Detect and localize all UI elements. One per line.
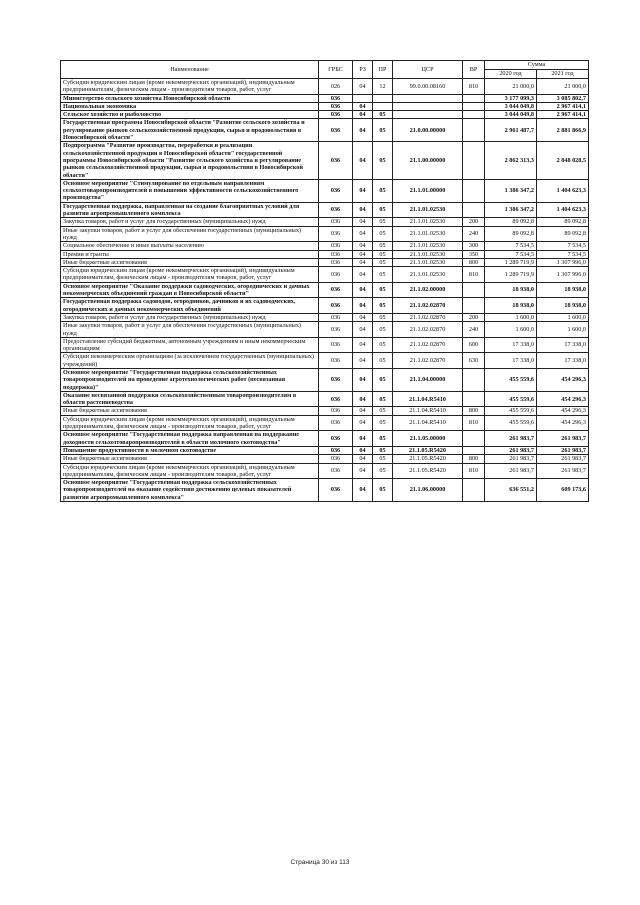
cell-grbs: 036 — [319, 431, 353, 447]
cell-name: Иные бюджетные ассигнования — [61, 455, 319, 463]
cell-name: Премии и гранты — [61, 250, 319, 258]
cell-grbs: 036 — [319, 242, 353, 250]
cell-sum-2021: 89 092,8 — [537, 218, 589, 226]
cell-pr: 05 — [373, 298, 393, 314]
cell-grbs: 036 — [319, 102, 353, 110]
cell-sum-2020: 3 044 049,8 — [485, 111, 537, 119]
table-row — [61, 322, 589, 338]
cell-rz: 04 — [353, 267, 373, 283]
cell-sum-2021: 1 307 996,0 — [537, 258, 589, 266]
table-row — [61, 111, 589, 119]
cell-grbs: 036 — [319, 267, 353, 283]
header-vr: ВР — [463, 61, 485, 79]
cell-pr: 05 — [373, 202, 393, 218]
cell-csr: 21.1.01.02530 — [393, 258, 463, 266]
cell-csr: 21.1.01.00000 — [393, 179, 463, 202]
cell-csr: 21.1.05.R5420 — [393, 463, 463, 479]
cell-sum-2020: 3 177 099,3 — [485, 94, 537, 102]
cell-csr: 21.1.04.R5410 — [393, 407, 463, 415]
cell-name: Субсидии юридическим лицам (кроме некоммерческих организаций), индивидуальным предпринимателям, физическим лицам - производителям товаров, работ, услуг — [61, 463, 319, 479]
cell-csr: 21.1.02.02870 — [393, 337, 463, 353]
cell-name: Министерство сельского хозяйства Новосибирской области — [61, 94, 319, 102]
cell-pr: 05 — [373, 446, 393, 454]
cell-pr: 05 — [373, 337, 393, 353]
cell-sum-2020: 455 559,6 — [485, 391, 537, 407]
cell-sum-2021: 261 983,7 — [537, 463, 589, 479]
cell-grbs: 036 — [319, 455, 353, 463]
table-row — [61, 431, 589, 447]
table-row — [61, 226, 589, 242]
cell-pr: 05 — [373, 242, 393, 250]
table-row — [61, 258, 589, 266]
cell-pr: 05 — [373, 391, 393, 407]
cell-sum-2021: 21 000,0 — [537, 79, 589, 95]
cell-csr: 99.0.00.08160 — [393, 79, 463, 95]
cell-grbs: 036 — [319, 391, 353, 407]
header-pr: ПР — [373, 61, 393, 79]
table-row — [61, 446, 589, 454]
cell-grbs: 036 — [319, 407, 353, 415]
cell-grbs: 036 — [319, 111, 353, 119]
cell-grbs: 036 — [319, 322, 353, 338]
table-row — [61, 202, 589, 218]
cell-sum-2020: 455 559,6 — [485, 415, 537, 431]
cell-pr: 05 — [373, 250, 393, 258]
cell-name: Основное мероприятие "Стимулирование по отдельным направлениям сельхозтоваропроизводителей в повышении эффективности сельскохозяйственного производства" — [61, 179, 319, 202]
cell-vr — [463, 391, 485, 407]
cell-rz: 04 — [353, 446, 373, 454]
cell-sum-2021: 2 881 866,9 — [537, 119, 589, 142]
cell-csr: 21.1.06.00000 — [393, 479, 463, 502]
cell-csr: 21.1.01.02530 — [393, 202, 463, 218]
cell-csr: 21.1.01.02530 — [393, 218, 463, 226]
cell-vr — [463, 282, 485, 298]
cell-rz: 04 — [353, 407, 373, 415]
cell-grbs: 036 — [319, 119, 353, 142]
cell-grbs: 036 — [319, 202, 353, 218]
cell-vr — [463, 111, 485, 119]
table-row — [61, 298, 589, 314]
cell-vr: 810 — [463, 415, 485, 431]
cell-vr: 200 — [463, 313, 485, 321]
cell-grbs: 036 — [319, 479, 353, 502]
cell-grbs: 036 — [319, 463, 353, 479]
cell-csr: 21.1.00.00000 — [393, 142, 463, 179]
cell-name: Государственная поддержка садоводов, огородников, дачников и их садоводческих, огороднических и дачных некоммерческих объединений — [61, 298, 319, 314]
cell-csr: 21.1.02.00000 — [393, 282, 463, 298]
cell-vr: 200 — [463, 218, 485, 226]
table-row — [61, 102, 589, 110]
cell-sum-2021: 18 938,0 — [537, 282, 589, 298]
table-row — [61, 337, 589, 353]
cell-rz: 04 — [353, 79, 373, 95]
cell-pr: 05 — [373, 407, 393, 415]
cell-rz: 04 — [353, 463, 373, 479]
cell-pr: 05 — [373, 226, 393, 242]
table-row — [61, 479, 589, 502]
table-row — [61, 79, 589, 95]
cell-csr — [393, 102, 463, 110]
cell-sum-2021: 454 296,3 — [537, 415, 589, 431]
cell-sum-2021: 2 967 414,1 — [537, 111, 589, 119]
cell-rz: 04 — [353, 102, 373, 110]
cell-sum-2020: 18 938,0 — [485, 298, 537, 314]
cell-name: Подпрограмма "Развитие производства, переработки и реализации сельскохозяйственной продукции в Новосибирской области" государственной программы Новосибирской области "Развитие сельского хозяйства и регулирование рынков сельскохозяйственной продукции, сырья и продовольствия в Новосибирской области" — [61, 142, 319, 179]
cell-vr — [463, 368, 485, 391]
cell-rz: 04 — [353, 391, 373, 407]
cell-rz: 04 — [353, 111, 373, 119]
table-header — [61, 61, 589, 79]
table-row — [61, 407, 589, 415]
cell-name: Основное мероприятие "Оказание поддержки садоводческих, огороднических и дачных некоммерческих объединений граждан в Новосибирской области" — [61, 282, 319, 298]
cell-pr: 05 — [373, 111, 393, 119]
cell-vr — [463, 102, 485, 110]
cell-grbs: 036 — [319, 94, 353, 102]
cell-csr — [393, 111, 463, 119]
cell-sum-2020: 18 938,0 — [485, 282, 537, 298]
table-row — [61, 179, 589, 202]
cell-grbs: 036 — [319, 368, 353, 391]
cell-sum-2021: 454 296,3 — [537, 407, 589, 415]
header-grbs: ГРБС — [319, 61, 353, 79]
cell-vr — [463, 479, 485, 502]
cell-vr: 240 — [463, 226, 485, 242]
cell-name: Субсидии юридическим лицам (кроме некоммерческих организаций), индивидуальным предпринимателям, физическим лицам - производителям товаров, работ, услуг — [61, 415, 319, 431]
table-row — [61, 119, 589, 142]
cell-vr: 300 — [463, 242, 485, 250]
cell-pr: 05 — [373, 368, 393, 391]
cell-sum-2021: 7 534,5 — [537, 242, 589, 250]
cell-grbs: 036 — [319, 353, 353, 369]
cell-name: Предоставление субсидий бюджетным, автономным учреждениям и иным некоммерческим организациям — [61, 337, 319, 353]
cell-sum-2021: 18 938,0 — [537, 298, 589, 314]
cell-csr — [393, 94, 463, 102]
cell-name: Иные закупки товаров, работ и услуг для обеспечения государственных (муниципальных) нужд — [61, 322, 319, 338]
cell-sum-2020: 261 983,7 — [485, 446, 537, 454]
cell-sum-2020: 455 559,6 — [485, 407, 537, 415]
cell-pr: 05 — [373, 322, 393, 338]
cell-csr: 21.1.04.R5410 — [393, 391, 463, 407]
cell-sum-2020: 1 600,0 — [485, 322, 537, 338]
table-row — [61, 463, 589, 479]
cell-grbs: 036 — [319, 226, 353, 242]
cell-sum-2021: 261 983,7 — [537, 431, 589, 447]
cell-grbs: 036 — [319, 258, 353, 266]
cell-vr — [463, 298, 485, 314]
table-row — [61, 313, 589, 321]
cell-csr: 21.1.04.00000 — [393, 368, 463, 391]
cell-sum-2020: 636 551,2 — [485, 479, 537, 502]
cell-vr: 810 — [463, 463, 485, 479]
cell-grbs: 036 — [319, 313, 353, 321]
cell-rz: 04 — [353, 179, 373, 202]
page-number: Страница 30 из 113 — [290, 859, 350, 866]
table-row — [61, 415, 589, 431]
table-row — [61, 282, 589, 298]
cell-sum-2021: 17 338,0 — [537, 353, 589, 369]
cell-pr: 05 — [373, 119, 393, 142]
table-row — [61, 250, 589, 258]
cell-sum-2021: 2 967 414,1 — [537, 102, 589, 110]
cell-name: Основное мероприятие "Государственная поддержка сельскохозяйственных товаропроизводителей на проведение агротехнологических работ (несвязанная поддержка)" — [61, 368, 319, 391]
table-row — [61, 391, 589, 407]
cell-sum-2020: 7 534,5 — [485, 242, 537, 250]
cell-grbs: 036 — [319, 446, 353, 454]
cell-pr — [373, 102, 393, 110]
cell-grbs: 036 — [319, 250, 353, 258]
cell-vr: 350 — [463, 250, 485, 258]
cell-name: Государственная поддержка, направленная на создание благоприятных условий для развития агропромышленного комплекса — [61, 202, 319, 218]
cell-rz: 04 — [353, 298, 373, 314]
cell-pr: 05 — [373, 479, 393, 502]
cell-grbs: 036 — [319, 282, 353, 298]
cell-csr: 21.1.02.02870 — [393, 298, 463, 314]
cell-vr — [463, 179, 485, 202]
cell-pr: 05 — [373, 455, 393, 463]
cell-csr: 21.1.02.02870 — [393, 322, 463, 338]
cell-sum-2020: 2 862 313,3 — [485, 142, 537, 179]
cell-vr — [463, 94, 485, 102]
table-row — [61, 368, 589, 391]
table-row — [61, 142, 589, 179]
cell-name: Иные закупки товаров, работ и услуг для обеспечения государственных (муниципальных) нужд — [61, 226, 319, 242]
cell-sum-2020: 89 092,8 — [485, 218, 537, 226]
cell-name: Сельское хозяйство и рыболовство — [61, 111, 319, 119]
cell-csr: 21.1.05.R5420 — [393, 446, 463, 454]
cell-rz: 04 — [353, 322, 373, 338]
budget-table — [60, 60, 589, 502]
cell-rz: 04 — [353, 142, 373, 179]
table-row — [61, 267, 589, 283]
cell-rz — [353, 94, 373, 102]
cell-rz: 04 — [353, 218, 373, 226]
cell-sum-2021: 454 296,3 — [537, 368, 589, 391]
cell-grbs: 036 — [319, 179, 353, 202]
cell-sum-2020: 1 386 347,2 — [485, 202, 537, 218]
cell-vr — [463, 431, 485, 447]
cell-csr: 21.1.01.02530 — [393, 226, 463, 242]
cell-name: Повышение продуктивности в молочном скотоводстве — [61, 446, 319, 454]
cell-rz: 04 — [353, 353, 373, 369]
table-row — [61, 455, 589, 463]
cell-name: Основное мероприятие "Государственная поддержка направленная на поддержание доходности сельхозтоваропроизводителей в области молочного скотоводства" — [61, 431, 319, 447]
cell-vr: 800 — [463, 455, 485, 463]
header-rz: РЗ — [353, 61, 373, 79]
cell-name: Субсидии некоммерческим организациям (за исключением государственных (муниципальных) учреждений) — [61, 353, 319, 369]
header-year-2020: 2020 год — [485, 70, 537, 79]
cell-sum-2021: 2 848 028,5 — [537, 142, 589, 179]
cell-pr: 05 — [373, 267, 393, 283]
cell-csr: 21.0.00.00000 — [393, 119, 463, 142]
header-year-2021: 2021 год — [537, 70, 589, 79]
cell-pr: 05 — [373, 258, 393, 266]
cell-sum-2020: 89 092,8 — [485, 226, 537, 242]
cell-csr: 21.1.04.R5410 — [393, 415, 463, 431]
cell-name: Иные бюджетные ассигнования — [61, 407, 319, 415]
cell-sum-2021: 1 404 623,3 — [537, 179, 589, 202]
cell-vr — [463, 202, 485, 218]
cell-vr — [463, 446, 485, 454]
cell-csr: 21.1.01.02530 — [393, 250, 463, 258]
cell-sum-2021: 17 338,0 — [537, 337, 589, 353]
cell-rz: 04 — [353, 202, 373, 218]
cell-rz: 04 — [353, 368, 373, 391]
cell-grbs: 036 — [319, 142, 353, 179]
cell-pr: 05 — [373, 415, 393, 431]
cell-vr — [463, 142, 485, 179]
cell-sum-2021: 1 600,0 — [537, 313, 589, 321]
cell-sum-2021: 454 296,3 — [537, 391, 589, 407]
cell-vr: 800 — [463, 407, 485, 415]
cell-sum-2021: 89 092,8 — [537, 226, 589, 242]
cell-vr: 810 — [463, 79, 485, 95]
cell-grbs: 036 — [319, 218, 353, 226]
cell-sum-2020: 261 983,7 — [485, 455, 537, 463]
cell-csr: 21.1.01.02530 — [393, 267, 463, 283]
cell-name: Социальное обеспечение и иные выплаты населению — [61, 242, 319, 250]
cell-sum-2021: 3 085 802,7 — [537, 94, 589, 102]
cell-name: Основное мероприятие "Государственная поддержка сельскохозяйственных товаропроизводителей на оказание содействия достижению целевых показателей развития агропромышленного комплекса" — [61, 479, 319, 502]
cell-name: Субсидии юридическим лицам (кроме некоммерческих организаций), индивидуальным предпринимателям, физическим лицам - производителям товаров, работ, услуг — [61, 79, 319, 95]
table-row — [61, 218, 589, 226]
header-sum: Сумма — [485, 61, 589, 70]
cell-csr: 21.1.02.02870 — [393, 353, 463, 369]
cell-sum-2020: 21 000,0 — [485, 79, 537, 95]
cell-name: Закупка товаров, работ и услуг для государственных (муниципальных) нужд — [61, 218, 319, 226]
cell-rz: 04 — [353, 282, 373, 298]
cell-csr: 21.1.05.00000 — [393, 431, 463, 447]
cell-sum-2020: 7 534,5 — [485, 250, 537, 258]
cell-name: Иные бюджетные ассигнования — [61, 258, 319, 266]
cell-sum-2020: 1 386 347,2 — [485, 179, 537, 202]
cell-sum-2020: 261 983,7 — [485, 431, 537, 447]
cell-sum-2020: 1 600,0 — [485, 313, 537, 321]
cell-pr — [373, 94, 393, 102]
cell-rz: 04 — [353, 313, 373, 321]
cell-vr: 600 — [463, 337, 485, 353]
cell-pr: 05 — [373, 463, 393, 479]
cell-sum-2020: 1 289 719,9 — [485, 258, 537, 266]
cell-sum-2020: 17 338,0 — [485, 337, 537, 353]
cell-pr: 05 — [373, 353, 393, 369]
cell-name: Субсидии юридическим лицам (кроме некоммерческих организаций), индивидуальным предпринимателям, физическим лицам - производителям товаров, работ, услуг — [61, 267, 319, 283]
cell-pr: 05 — [373, 179, 393, 202]
cell-sum-2021: 261 983,7 — [537, 455, 589, 463]
table-row — [61, 242, 589, 250]
cell-csr: 21.1.01.02530 — [393, 242, 463, 250]
cell-sum-2021: 1 404 623,3 — [537, 202, 589, 218]
header-csr: ЦСР — [393, 61, 463, 79]
cell-sum-2021: 1 307 996,0 — [537, 267, 589, 283]
cell-name: Оказание несвязанной поддержки сельскохозяйственным товаропроизводителям в области растениеводства — [61, 391, 319, 407]
cell-name: Закупка товаров, работ и услуг для государственных (муниципальных) нужд — [61, 313, 319, 321]
cell-rz: 04 — [353, 242, 373, 250]
cell-grbs: 036 — [319, 298, 353, 314]
cell-pr: 05 — [373, 313, 393, 321]
cell-vr: 240 — [463, 322, 485, 338]
cell-pr: 05 — [373, 282, 393, 298]
table-body — [61, 79, 589, 502]
cell-grbs: 036 — [319, 337, 353, 353]
cell-grbs: 026 — [319, 79, 353, 95]
cell-rz: 04 — [353, 337, 373, 353]
cell-name: Государственная программа Новосибирской области "Развитие сельского хозяйства и регулирование рынков сельскохозяйственной продукции, сырья и продовольствия в Новосибирской области" — [61, 119, 319, 142]
cell-rz: 04 — [353, 119, 373, 142]
cell-sum-2020: 2 961 487,7 — [485, 119, 537, 142]
cell-sum-2020: 455 559,6 — [485, 368, 537, 391]
cell-rz: 04 — [353, 431, 373, 447]
cell-csr: 21.1.05.R5420 — [393, 455, 463, 463]
cell-sum-2021: 1 600,0 — [537, 322, 589, 338]
cell-sum-2020: 3 044 049,8 — [485, 102, 537, 110]
cell-pr: 05 — [373, 218, 393, 226]
cell-rz: 04 — [353, 258, 373, 266]
cell-pr: 12 — [373, 79, 393, 95]
cell-pr: 05 — [373, 431, 393, 447]
cell-vr — [463, 119, 485, 142]
cell-pr: 05 — [373, 142, 393, 179]
table-row — [61, 94, 589, 102]
cell-name: Национальная экономика — [61, 102, 319, 110]
cell-csr: 21.1.02.02870 — [393, 313, 463, 321]
cell-sum-2020: 1 289 719,9 — [485, 267, 537, 283]
cell-grbs: 036 — [319, 415, 353, 431]
cell-vr: 810 — [463, 267, 485, 283]
cell-rz: 04 — [353, 415, 373, 431]
cell-vr: 800 — [463, 258, 485, 266]
header-name: Наименование — [61, 61, 319, 79]
cell-sum-2021: 7 534,5 — [537, 250, 589, 258]
cell-rz: 04 — [353, 250, 373, 258]
cell-sum-2021: 261 983,7 — [537, 446, 589, 454]
cell-rz: 04 — [353, 455, 373, 463]
cell-sum-2021: 609 173,6 — [537, 479, 589, 502]
cell-sum-2020: 17 338,0 — [485, 353, 537, 369]
cell-rz: 04 — [353, 479, 373, 502]
cell-sum-2020: 261 983,7 — [485, 463, 537, 479]
table-row — [61, 353, 589, 369]
cell-rz: 04 — [353, 226, 373, 242]
cell-vr: 630 — [463, 353, 485, 369]
